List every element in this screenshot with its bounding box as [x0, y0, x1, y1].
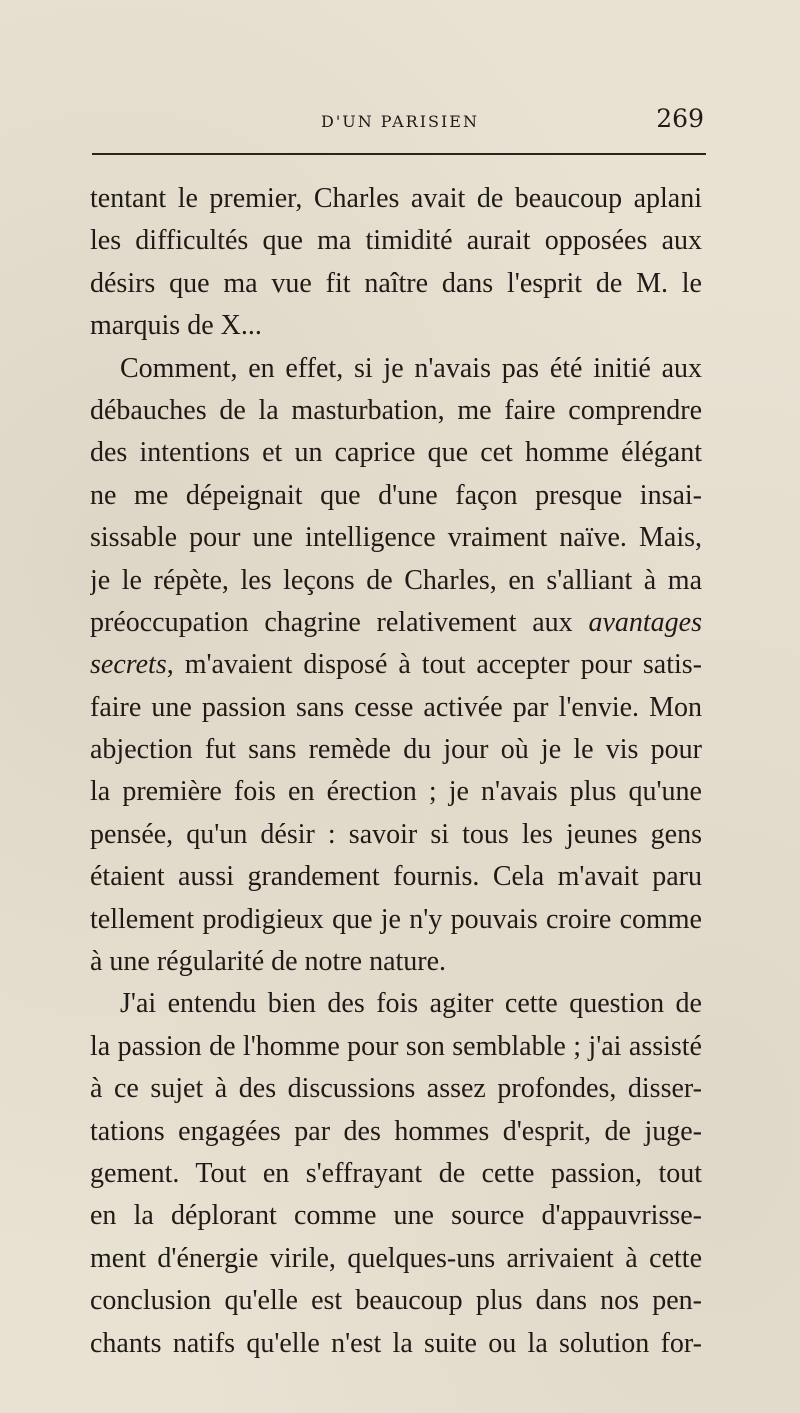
text-line: tations engagées par des hommes d'esprit, de juge-: [90, 1115, 702, 1147]
text-line: la première fois en érection ; je n'avais plus qu'une: [90, 776, 702, 808]
text-line-mixed: [90, 602, 702, 644]
text-line: J'ai entendu bien des fois agiter cette question de: [120, 988, 702, 1020]
text-segment: , m'avaient disposé à tout accepter pour satis-: [166, 649, 702, 681]
text-line: abjection fut sans remède du jour où je le vis pour: [90, 734, 702, 766]
text-line: tellement prodigieux que je n'y pouvais croire comme: [90, 903, 702, 935]
text-line: Comment, en effet, si je n'avais pas été initié aux: [120, 352, 702, 384]
text-line: pensée, qu'un désir : savoir si tous les jeunes gens: [90, 818, 702, 850]
text-line: débauches de la masturbation, me faire comprendre: [90, 394, 702, 426]
text-line: faire une passion sans cesse activée par l'envie. Mon: [90, 691, 702, 723]
text-segment: préoccupation chagrine relativement aux: [90, 606, 573, 638]
text-line: étaient aussi grandement fournis. Cela m'avait paru: [90, 861, 702, 893]
text-line: en la déplorant comme une source d'appauvrisse-: [90, 1200, 702, 1232]
text-line: marquis de X...: [90, 310, 262, 342]
italic-text: secrets: [90, 649, 167, 681]
text-line: ne me dépeignait que d'une façon presque insai-: [90, 479, 702, 511]
text-line: conclusion qu'elle est beaucoup plus dans nos pen-: [90, 1285, 702, 1317]
text-line: des intentions et un caprice que cet homme élégant: [90, 437, 702, 469]
body-text: [90, 178, 702, 1365]
text-line: gement. Tout en s'effrayant de cette passion, tout: [90, 1157, 702, 1189]
text-line: désirs que ma vue fit naître dans l'esprit de M. le: [90, 267, 702, 299]
text-line: chants natifs qu'elle n'est la suite ou la solution for-: [90, 1327, 702, 1359]
text-line: à une régularité de notre nature.: [90, 946, 447, 978]
text-line: ment d'énergie virile, quelques-uns arrivaient à cette: [90, 1242, 702, 1274]
text-line: à ce sujet à des discussions assez profondes, disser-: [90, 1073, 702, 1105]
text-line: tentant le premier, Charles avait de beaucoup aplani: [90, 183, 702, 214]
text-line-mixed: [90, 644, 702, 686]
text-line: je le répète, les leçons de Charles, en s'alliant à ma: [90, 564, 702, 596]
text-line: la passion de l'homme pour son semblable ; j'ai assisté: [90, 1030, 702, 1062]
running-title: D'UN PARISIEN: [321, 112, 479, 131]
italic-text: avantages: [588, 606, 702, 638]
page-header: [90, 100, 710, 140]
text-line: les difficultés que ma timidité aurait opposées aux: [90, 225, 702, 257]
header-rule: [92, 153, 706, 155]
text-line: sissable pour une intelligence vraiment naïve. Mais,: [90, 522, 702, 554]
page-number: 269: [656, 104, 704, 133]
